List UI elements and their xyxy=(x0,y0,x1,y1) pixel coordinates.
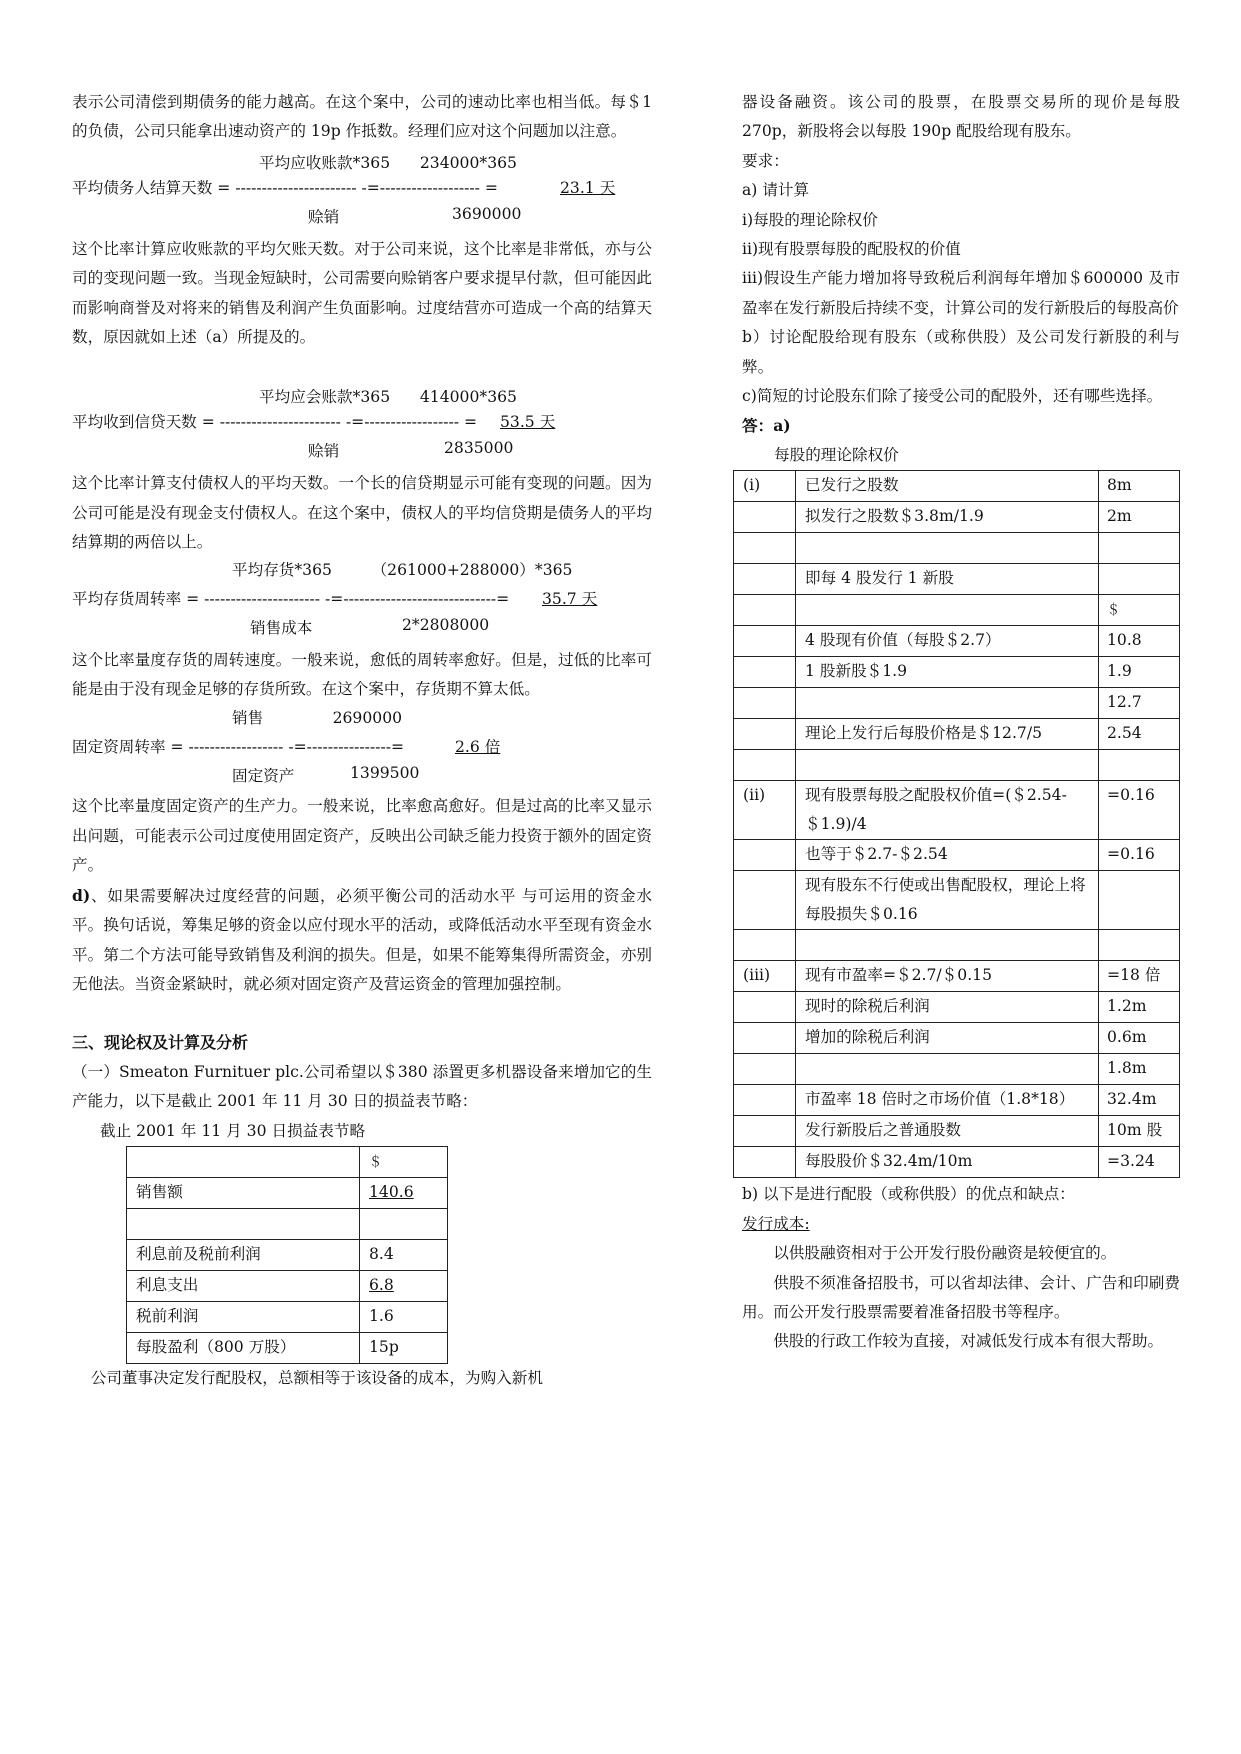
formula-creditor-days xyxy=(72,381,652,469)
table-cell: 1 股新股＄1.9 xyxy=(796,657,1099,688)
formula-inventory-turnover xyxy=(72,558,652,646)
table-row xyxy=(734,564,1180,595)
table-cell xyxy=(734,1023,796,1054)
requirements-label: 要求： xyxy=(742,151,789,170)
table-cell xyxy=(734,564,796,595)
table-cell: 现有市盈率=＄2.7/＄0.15 xyxy=(796,961,1099,992)
table-cell: 理论上发行后每股价格是＄12.7/5 xyxy=(796,719,1099,750)
table-cell: 市盈率 18 倍时之市场价值（1.8*18） xyxy=(796,1085,1099,1116)
paragraph-d xyxy=(72,881,652,1000)
table-row xyxy=(734,688,1180,719)
formula-numerator: 销售 2690000 xyxy=(232,709,403,728)
table-cell xyxy=(360,1146,448,1177)
table-cell xyxy=(734,626,796,657)
table-cell: 1.6 xyxy=(360,1301,448,1332)
sub-heading: 发行成本: xyxy=(742,1214,810,1233)
table-row xyxy=(734,871,1180,930)
table-row xyxy=(734,626,1180,657)
table-row xyxy=(127,1146,448,1177)
table-cell xyxy=(1099,750,1180,781)
table-title: 每股的理论除权价 xyxy=(774,445,899,464)
paragraph: 这个比率量度固定资产的生产力。一般来说，比率愈高愈好。但是过高的比率又显示出问题，可能表示公司过度使用固定资产，反映出公司缺乏能力投资于额外的固定资产。 xyxy=(72,797,652,875)
table-cell: 15p xyxy=(360,1332,448,1363)
table-cell: 0.6m xyxy=(1099,1023,1180,1054)
formula-numerator: 平均存货*365 （261000+288000）*365 xyxy=(232,560,573,579)
formula-fixed-asset-turnover xyxy=(72,704,652,792)
table-cell xyxy=(734,533,796,564)
table-cell xyxy=(1099,871,1180,930)
table-cell: 增加的除税后利润 xyxy=(796,1023,1099,1054)
table-cell xyxy=(734,1116,796,1147)
spacer xyxy=(72,999,652,1028)
paragraph: 公司董事决定发行配股权，总额相等于该设备的成本，为购入新机 xyxy=(90,1368,543,1387)
formula-result: 53.5 天 xyxy=(500,413,556,432)
formula-numerator: 平均应收账款*365 234000*365 xyxy=(259,153,517,172)
income-statement-table xyxy=(126,1146,448,1364)
table-row xyxy=(127,1177,448,1208)
table-cell xyxy=(796,533,1099,564)
table-row xyxy=(734,1147,1180,1178)
formula-numerator: 平均应会账款*365 414000*365 xyxy=(259,388,517,407)
table-cell xyxy=(1099,533,1180,564)
table-cell: 即每 4 股发行 1 新股 xyxy=(796,564,1099,595)
table-row xyxy=(734,1023,1180,1054)
table-cell xyxy=(734,502,796,533)
formula-result: 35.7 天 xyxy=(542,589,598,608)
table-row xyxy=(734,930,1180,961)
formula-denominator-value: 2835000 xyxy=(444,439,514,458)
paragraph: 这个比率量度存货的周转速度。一般来说，愈低的周转率愈好。但是，过低的比率可能是由于没有现金足够的存货所致。在这个案中，存货期不算太低。 xyxy=(72,650,652,699)
table-cell: 拟发行之股数＄3.8m/1.9 xyxy=(796,502,1099,533)
currency-symbol: ＄ xyxy=(369,1154,383,1170)
table-cell: 8m xyxy=(1099,471,1180,502)
table-cell xyxy=(734,930,796,961)
table-cell: 也等于＄2.7-＄2.54 xyxy=(796,840,1099,871)
question-a-i: i)每股的理论除权价 xyxy=(742,210,878,229)
table-cell: 1.9 xyxy=(1099,657,1180,688)
table-cell: 2.54 xyxy=(1099,719,1180,750)
formula-label: 平均债务人结算天数 = ----------------------- -=------------------- = xyxy=(72,178,503,197)
formula-debtor-days xyxy=(72,147,652,235)
rights-issue-calc-table xyxy=(733,470,1180,1178)
table-row xyxy=(734,750,1180,781)
table-cell: 2m xyxy=(1099,502,1180,533)
answer-label: 答：a) xyxy=(742,416,791,436)
table-cell: =0.16 xyxy=(1099,840,1180,871)
table-row xyxy=(734,719,1180,750)
paragraph: 器设备融资。该公司的股票，在股票交易所的现价是每股 270p，新股将会以每股 190p 配股给现有股东。 xyxy=(742,93,1180,141)
table-row xyxy=(127,1239,448,1270)
formula-denominator-value: 3690000 xyxy=(452,204,522,223)
formula-denominator-label: 销售成本 xyxy=(250,618,313,637)
spacer xyxy=(72,352,652,381)
table-cell: 税前利润 xyxy=(127,1301,360,1332)
table-cell xyxy=(734,719,796,750)
formula-denominator-label: 固定资产 xyxy=(232,767,295,786)
left-column xyxy=(72,88,652,1393)
table-cell: 4 股现有价值（每股＄2.7） xyxy=(796,626,1099,657)
currency-symbol: ＄ xyxy=(1107,603,1121,619)
table-value: 6.8 xyxy=(369,1275,394,1294)
table-cell: (iii) xyxy=(734,961,796,992)
question-a-iii: iii)假设生产能力增加将导致税后利润每年增加＄600000 及市盈率在发行新股后持续不变，计算公司的发行新股后的每股高价 xyxy=(742,269,1180,317)
table-row xyxy=(127,1270,448,1301)
table-cell xyxy=(734,1054,796,1085)
table-cell xyxy=(734,657,796,688)
table-row xyxy=(734,502,1180,533)
right-column xyxy=(742,88,1180,1357)
paragraph: 供股不须准备招股书，可以省却法律、会计、广告和印刷费用。而公开发行股票需要着准备招股书等程序。 xyxy=(742,1273,1180,1321)
table-cell xyxy=(734,992,796,1023)
table-row xyxy=(734,1085,1180,1116)
table-cell xyxy=(796,750,1099,781)
table-row xyxy=(734,992,1180,1023)
formula-label: 平均存货周转率 = ---------------------- -=-----------------------------= xyxy=(72,589,515,608)
table-row xyxy=(734,657,1180,688)
paragraph-d-text: 、如果需要解决过度经营的问题，必须平衡公司的活动水平 与可运用的资金水平。换句话说，筹集足够的资金以应付现水平的活动，或降低活动水平至现有资金水平。第二个方法可能导致销售及利润的损失。但是，如果不能筹集得所需资金，亦别无他法。当资金紧缺时，就必须对固定资产及营运资金的管理加强控制。 xyxy=(72,886,652,993)
table-cell: 现有股东不行使或出售配股权，理论上将每股损失＄0.16 xyxy=(796,871,1099,930)
table-cell: (ii) xyxy=(734,781,796,840)
table-cell xyxy=(796,930,1099,961)
table-cell: 10m 股 xyxy=(1099,1116,1180,1147)
table-cell xyxy=(734,871,796,930)
table-cell xyxy=(360,1208,448,1239)
question-a: a) 请计算 xyxy=(742,181,810,200)
table-cell: 利息支出 xyxy=(127,1270,360,1301)
table-cell: 每股盈利（800 万股） xyxy=(127,1332,360,1363)
table-cell: 现时的除税后利润 xyxy=(796,992,1099,1023)
table-cell xyxy=(1099,930,1180,961)
table-cell: 销售额 xyxy=(127,1177,360,1208)
table-cell: 10.8 xyxy=(1099,626,1180,657)
paragraph: 以供股融资相对于公开发行股份融资是较便宜的。 xyxy=(773,1244,1117,1263)
paragraph: 表示公司清偿到期债务的能力越高。在这个案中，公司的速动比率也相当低。每＄1 的负债，公司只能拿出速动资产的 19p 作抵数。经理们应对这个问题加以注意。 xyxy=(72,93,652,141)
paragraph: 这个比率计算支付债权人的平均天数。一个长的信贷期显示可能有变现的问题。因为公司可能是没有现金支付债权人。在这个案中，债权人的平均信贷期是债务人的平均结算期的两倍以上。 xyxy=(72,474,652,552)
table-cell xyxy=(734,840,796,871)
table-cell: 1.8m xyxy=(1099,1054,1180,1085)
formula-label: 固定资周转率 = ------------------ -=----------------= xyxy=(72,738,410,757)
table-cell xyxy=(796,1054,1099,1085)
formula-label: 平均收到信贷天数 = ----------------------- -=------------------ = xyxy=(72,413,483,432)
table-cell: 8.4 xyxy=(360,1239,448,1270)
table-cell: =3.24 xyxy=(1099,1147,1180,1178)
table-row xyxy=(734,1054,1180,1085)
formula-denominator-value: 1399500 xyxy=(350,764,420,783)
table-row xyxy=(734,1116,1180,1147)
table-cell: 已发行之股数 xyxy=(796,471,1099,502)
table-row xyxy=(127,1332,448,1363)
table-row xyxy=(127,1208,448,1239)
table-cell xyxy=(796,688,1099,719)
formula-denominator-label: 赊销 xyxy=(308,207,340,226)
table-cell xyxy=(360,1177,448,1208)
formula-result: 2.6 倍 xyxy=(455,738,501,757)
table-cell xyxy=(734,595,796,626)
question-c: c)简短的讨论股东们除了接受公司的配股外，还有哪些选择。 xyxy=(742,387,1163,406)
table-cell xyxy=(127,1208,360,1239)
table-row xyxy=(734,781,1180,840)
table-cell xyxy=(796,595,1099,626)
paragraph-d-label: d) xyxy=(72,885,91,905)
formula-denominator-label: 赊销 xyxy=(308,442,340,461)
table-cell: 12.7 xyxy=(1099,688,1180,719)
answer-b: b) 以下是进行配股（或称供股）的优点和缺点： xyxy=(742,1185,1075,1204)
question-a-ii: ii)现有股票每股的配股权的价值 xyxy=(742,240,961,259)
table-cell: (i) xyxy=(734,471,796,502)
table-cell xyxy=(734,750,796,781)
table-cell: =18 倍 xyxy=(1099,961,1180,992)
table-cell xyxy=(360,1270,448,1301)
table-row xyxy=(734,595,1180,626)
table-cell xyxy=(734,1147,796,1178)
table-row xyxy=(734,961,1180,992)
table-cell: 现有股票每股之配股权价值=(＄2.54-＄1.9)/4 xyxy=(796,781,1099,840)
question-b: b）讨论配股给现有股东（或称供股）及公司发行新股的利与弊。 xyxy=(742,328,1180,376)
paragraph: 这个比率计算应收账款的平均欠账天数。对于公司来说，这个比率是非常低，亦与公司的变现问题一致。当现金短缺时，公司需要向赊销客户要求提早付款，但可能因此而影响商誉及对将来的销售及利润产生负面影响。过度结营亦可造成一个高的结算天数，原因就如上述（a）所提及的。 xyxy=(72,239,652,347)
table-cell: 1.2m xyxy=(1099,992,1180,1023)
table-row xyxy=(734,840,1180,871)
table-cell: 每股股价＄32.4m/10m xyxy=(796,1147,1099,1178)
table-row xyxy=(734,533,1180,564)
paragraph: 供股的行政工作较为直接，对减低发行成本有很大帮助。 xyxy=(773,1332,1164,1351)
table-cell: 利息前及税前利润 xyxy=(127,1239,360,1270)
formula-denominator-value: 2*2808000 xyxy=(402,615,490,634)
formula-result: 23.1 天 xyxy=(560,178,616,197)
table-cell xyxy=(734,1085,796,1116)
table-cell: 32.4m xyxy=(1099,1085,1180,1116)
section-heading: 三、现论权及计算及分析 xyxy=(72,1033,249,1053)
table-cell: 发行新股后之普通股数 xyxy=(796,1116,1099,1147)
table-cell xyxy=(734,688,796,719)
table-row xyxy=(734,471,1180,502)
table-title: 截止 2001 年 11 月 30 日损益表节略 xyxy=(100,1121,366,1140)
table-cell xyxy=(1099,595,1180,626)
table-cell: =0.16 xyxy=(1099,781,1180,840)
table-value: 140.6 xyxy=(369,1182,414,1201)
table-row xyxy=(127,1301,448,1332)
table-cell xyxy=(1099,564,1180,595)
paragraph: （一）Smeaton Furnituer plc.公司希望以＄380 添置更多机器设备来增加它的生产能力，以下是截止 2001 年 11 月 30 日的损益表节略： xyxy=(72,1062,652,1111)
table-cell xyxy=(127,1146,360,1177)
